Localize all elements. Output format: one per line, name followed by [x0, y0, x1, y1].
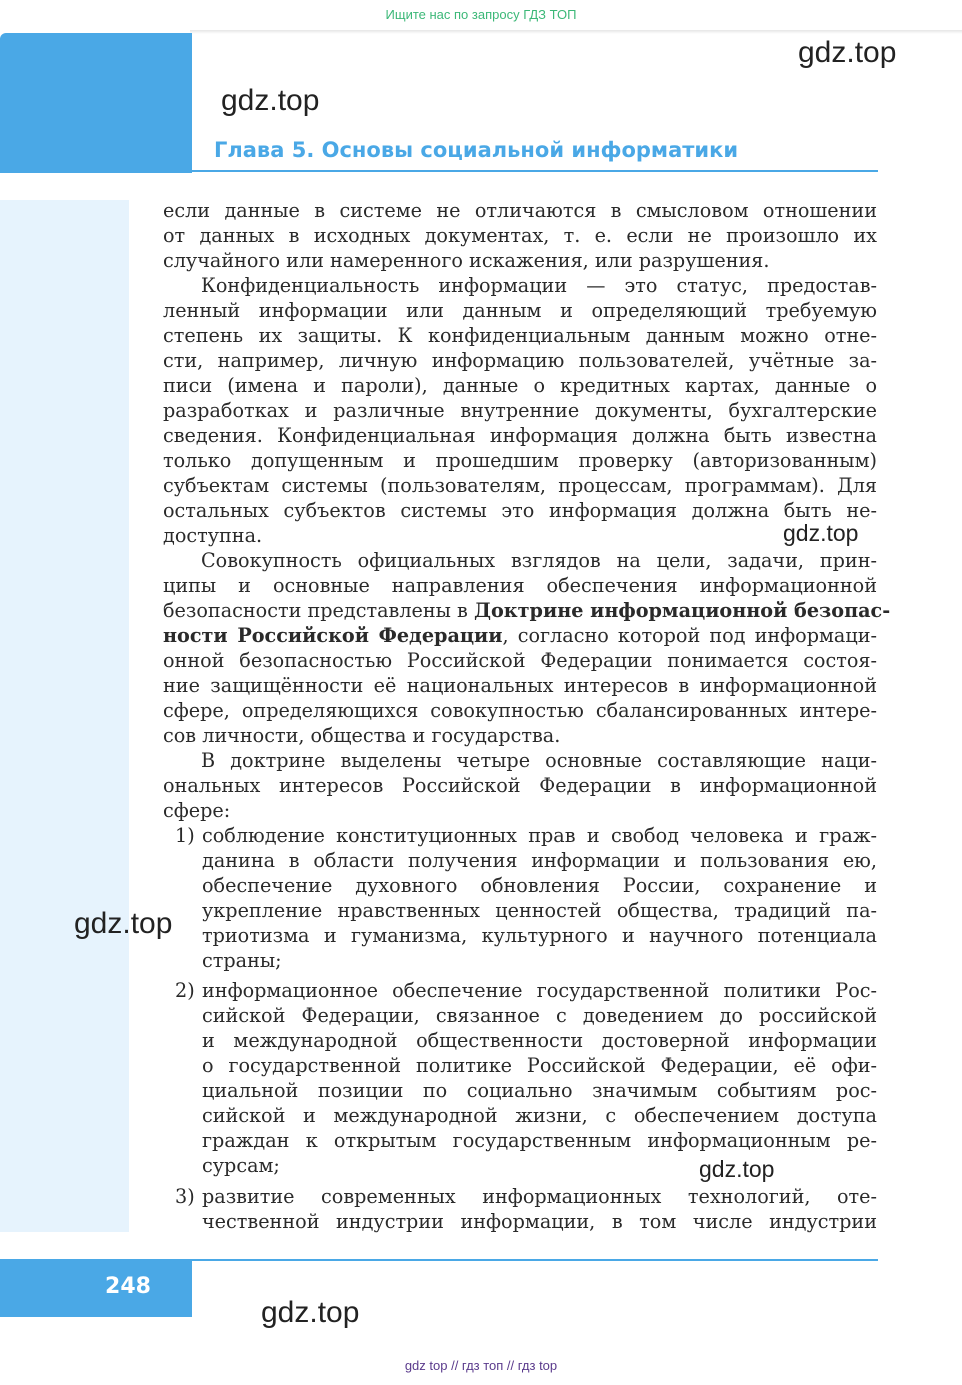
- list-line: о государственной политике Российской Федерации, её офи-: [202, 1054, 877, 1077]
- watermark: gdz.top: [783, 520, 859, 546]
- list-number: 3): [175, 1185, 195, 1208]
- watermark: gdz.top: [798, 36, 897, 69]
- text-run: безопасности представлены в: [163, 599, 474, 622]
- text-run: , согласно которой под информаци-: [502, 624, 877, 647]
- text-line: ональных интересов Российской Федерации в информационной: [163, 774, 877, 797]
- chapter-title: Глава 5. Основы социальной информатики: [214, 138, 739, 162]
- text-line: сов личности, общества и государства.: [163, 724, 561, 747]
- text-line: Совокупность официальных взглядов на цели, задачи, прин-: [201, 549, 877, 572]
- text-line: В доктрине выделены четыре основные составляющие наци-: [201, 749, 877, 772]
- list-line: сурсам;: [202, 1154, 280, 1177]
- text-line: степень их защиты. К конфиденциальным данным можно отне-: [163, 324, 877, 347]
- text-line: сведения. Конфиденциальная информация должна быть известна: [163, 424, 877, 447]
- text-line: Конфиденциальность информации — это статус, предостав-: [201, 274, 877, 297]
- text-line: онной безопасностью Российской Федерации понимается состоя-: [163, 649, 877, 672]
- list-line: обеспечение духовного обновления России, сохранение и: [202, 874, 877, 897]
- text-line: от данных в исходных документах, т. е. если не произошло их: [163, 224, 877, 247]
- list-line: чественной индустрии информации, в том числе индустрии: [202, 1210, 877, 1233]
- list-line: сийской Федерации, связанное с доведением до российской: [202, 1004, 877, 1027]
- list-line: и международной общественности достоверной информации: [202, 1029, 877, 1052]
- text-line: разработках и различные внутренние документы, бухгалтерские: [163, 399, 877, 422]
- text-line: субъектам системы (пользователям, процессам, программам). Для: [163, 474, 877, 497]
- page-number: 248: [105, 1274, 151, 1299]
- header-rule: [0, 170, 878, 172]
- text-line: сти, например, личную информацию пользователей, учётные за-: [163, 349, 877, 372]
- text-line: сфере:: [163, 799, 231, 822]
- text-line: остальных субъектов системы это информация должна быть не-: [163, 499, 877, 522]
- doctrine-term: Доктрине информационной безопас-: [473, 599, 891, 622]
- text-line: только допущенным и прошедшим проверку (авторизованным): [163, 449, 877, 472]
- footer-rule: [129, 1259, 878, 1261]
- watermark: gdz.top: [261, 1296, 360, 1329]
- list-line: развитие современных информационных технологий, оте-: [202, 1185, 877, 1208]
- list-number: 2): [175, 979, 195, 1002]
- text-line: случайного или намеренного искажения, или разрушения.: [163, 249, 770, 272]
- text-line: сфере, определяющихся совокупностью сбалансированных интере-: [163, 699, 877, 722]
- text-line: [163, 623, 877, 648]
- list-line: граждан к открытым государственным информационным ре-: [202, 1129, 877, 1152]
- list-line: данина в области получения информации и пользования ею,: [202, 849, 877, 872]
- list-line: информационное обеспечение государственной политики Рос-: [202, 979, 877, 1002]
- text-line: ленный информации или данным и определяющий требуемую: [163, 299, 877, 322]
- top-shadow: [190, 30, 962, 34]
- doctrine-term: ности Российской Федерации: [163, 624, 503, 647]
- list-number: 1): [175, 824, 195, 847]
- search-hint-link[interactable]: Ищите нас по запросу ГДЗ ТОП: [385, 7, 577, 22]
- header-color-block: [0, 33, 192, 173]
- side-margin-band: [0, 200, 129, 1232]
- list-line: укрепление нравственных ценностей общества, традиций па-: [202, 899, 877, 922]
- footer-links[interactable]: gdz top // гдз топ // гдз top: [404, 1358, 558, 1373]
- list-line: циальной позиции по социально значимым событиям рос-: [202, 1079, 877, 1102]
- list-line: сийской и международной жизни, с обеспечением доступа: [202, 1104, 877, 1127]
- text-line: доступна.: [163, 524, 263, 547]
- watermark: gdz.top: [699, 1156, 775, 1182]
- text-line: ние защищённости её национальных интересов в информационной: [163, 674, 877, 697]
- text-line: [163, 598, 891, 623]
- text-line: если данные в системе не отличаются в смысловом отношении: [163, 199, 877, 222]
- watermark: gdz.top: [74, 907, 173, 940]
- list-line: соблюдение конституционных прав и свобод человека и граж-: [202, 824, 877, 847]
- watermark: gdz.top: [221, 84, 320, 117]
- list-line: триотизма и гуманизма, культурного и научного потенциала: [202, 924, 877, 947]
- list-line: страны;: [202, 949, 282, 972]
- text-line: писи (имена и пароли), данные о кредитных картах, данные о: [163, 374, 877, 397]
- text-line: ципы и основные направления обеспечения информационной: [163, 574, 877, 597]
